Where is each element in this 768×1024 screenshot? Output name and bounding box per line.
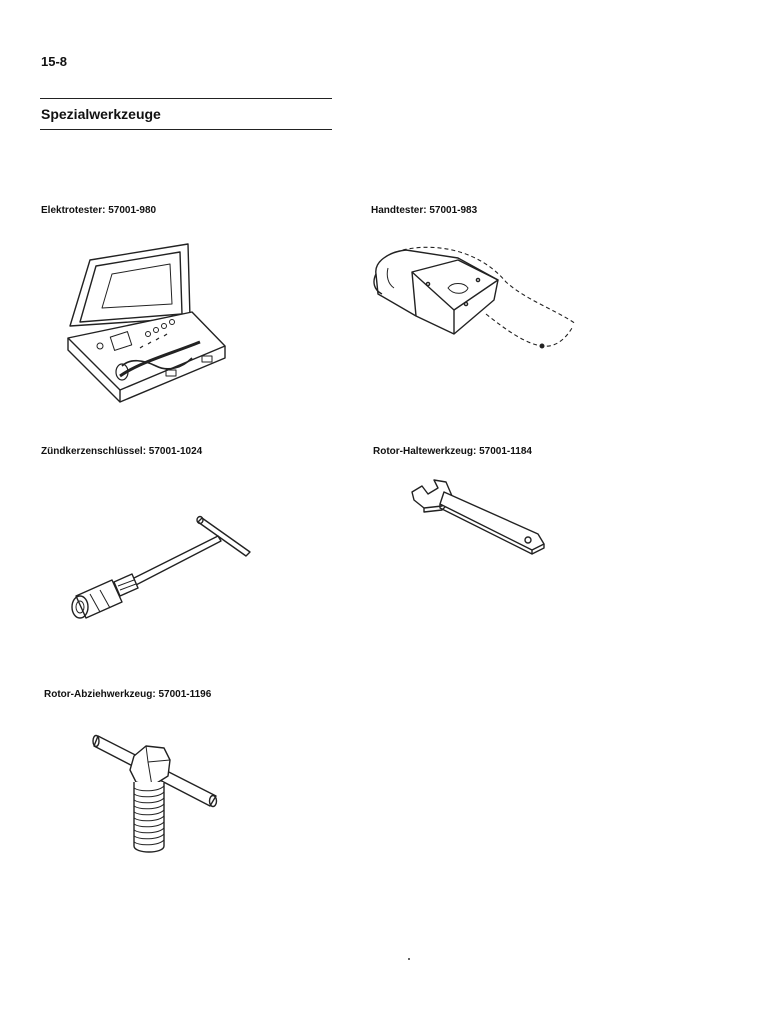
title-rule-top [40,98,332,99]
stray-mark [408,958,410,960]
section-title: Spezialwerkzeuge [41,106,161,122]
spark-plug-wrench-illustration [60,510,260,622]
tool-caption-handtester: Handtester: 57001-983 [371,205,478,216]
tool-caption-rotor-haltewerkzeug: Rotor-Haltewerkzeug: 57001-1184 [373,446,532,457]
tool-caption-rotor-abziehwerkzeug: Rotor-Abziehwerkzeug: 57001-1196 [44,689,212,700]
hand-tester-illustration [366,238,581,360]
rotor-puller-illustration [90,726,226,860]
electric-tester-case-illustration [60,238,240,406]
title-rule-bottom [40,129,332,130]
tool-caption-zuendkerzenschluessel: Zündkerzenschlüssel: 57001-1024 [41,446,203,457]
tool-caption-elektrotester: Elektrotester: 57001-980 [41,205,157,216]
rotor-holding-tool-illustration [408,478,550,556]
page-number: 15-8 [41,54,68,69]
